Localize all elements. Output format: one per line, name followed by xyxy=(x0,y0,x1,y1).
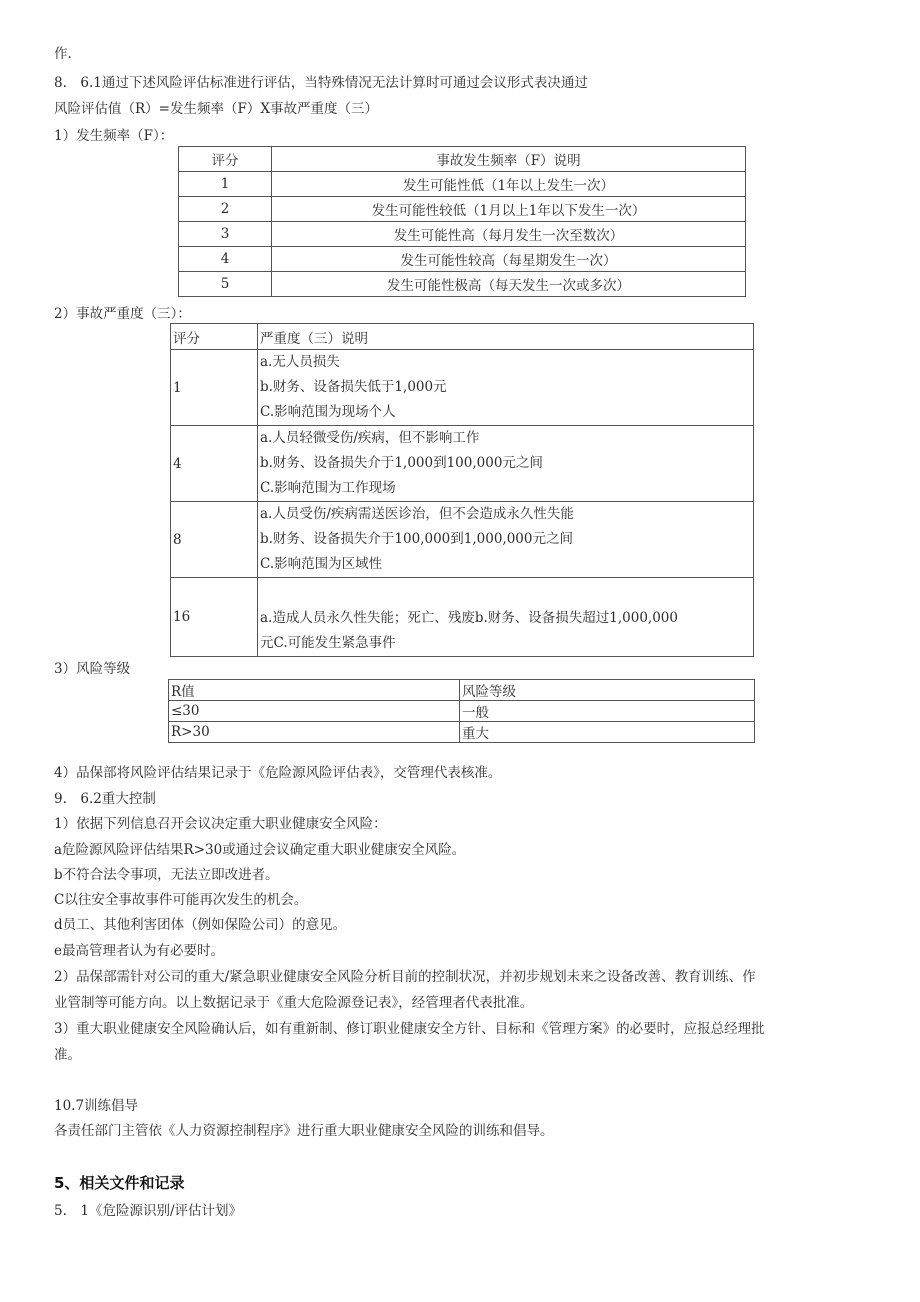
table-cell: 发生可能性极高（每天发生一次或多次） xyxy=(272,272,746,297)
list-item: 5. 1《危险源识别/评估计划》 xyxy=(54,1203,243,1219)
text-line: 各责任部门主管依《人力资源控制程序》进行重大职业健康安全风险的训练和倡导。 xyxy=(54,1123,554,1139)
table-cell: 4 xyxy=(171,426,258,502)
text-line: 4）品保部将风险评估结果记录于《危险源风险评估表》，交管理代表核准。 xyxy=(54,765,502,781)
cell-line: a.人员受伤/疾病需送医诊治，但不会造成永久性失能 xyxy=(260,506,574,522)
formula-line: 风险评估值（R）=发生频率（F）X事故严重度（三） xyxy=(54,101,378,117)
table-cell xyxy=(258,502,754,578)
table-cell: 一般 xyxy=(460,701,755,722)
cell-line: a.人员轻微受伤/疾病，但不影响工作 xyxy=(260,430,480,446)
table-cell: 1 xyxy=(179,172,272,197)
cell-line: a.无人员损失 xyxy=(260,354,340,370)
text-line: 准。 xyxy=(54,1047,81,1063)
table-header: 风险等级 xyxy=(460,680,755,701)
list-item: d员工、其他利害团体（例如保险公司）的意见。 xyxy=(54,917,347,933)
table-cell: R>30 xyxy=(169,722,460,743)
table-cell xyxy=(258,578,754,657)
section-title-records: 5、相关文件和记录 xyxy=(54,1174,185,1192)
text-line: 2）品保部需针对公司的重大/紧急职业健康安全风险分析目前的控制状况，并初步规划未来之设备改善、教育训练、作 xyxy=(54,969,756,985)
table-header: R值 xyxy=(169,680,460,701)
subheading-severity: 2）事故严重度（三）： xyxy=(54,306,191,322)
table-cell: 重大 xyxy=(460,722,755,743)
table-header: 事故发生频率（F）说明 xyxy=(272,147,746,172)
table-cell: 16 xyxy=(171,578,258,657)
table-header: 评分 xyxy=(171,324,258,350)
table-header: 评分 xyxy=(179,147,272,172)
list-item: a危险源风险评估结果R>30或通过会议确定重大职业健康安全风险。 xyxy=(54,842,466,858)
cell-line: a.造成人员永久性失能；死亡、残废b.财务、设备损失超过1,000,000 xyxy=(260,610,678,626)
cell-line: 元C.可能发生紧急事件 xyxy=(260,635,396,651)
text-line: 1）依据下列信息召开会议决定重大职业健康安全风险： xyxy=(54,816,387,832)
section-heading: 10.7训练倡导 xyxy=(54,1098,139,1114)
severity-table xyxy=(170,323,754,657)
list-item: e最高管理者认为有必要时。 xyxy=(54,943,224,959)
risk-level-table xyxy=(168,679,755,743)
text-line: 业管制等可能方向。以上数据记录于《重大危险源登记表》，经管理者代表批准。 xyxy=(54,995,534,1011)
frequency-table xyxy=(178,146,746,297)
cell-line: C.影响范围为现场个人 xyxy=(260,404,396,420)
table-cell: 发生可能性较高（每星期发生一次） xyxy=(272,247,746,272)
text-line: 3）重大职业健康安全风险确认后，如有重新制、修订职业健康安全方针、目标和《管理方案》的必要时，应报总经理批 xyxy=(54,1021,765,1037)
cell-line: b.财务、设备损失介于1,000到100,000元之间 xyxy=(260,455,543,471)
section-heading: 9. 6.2重大控制 xyxy=(54,791,156,807)
cell-line: C.影响范围为工作现场 xyxy=(260,480,396,496)
table-header: 严重度（三）说明 xyxy=(258,324,754,350)
text-line: 8. 6.1通过下述风险评估标准进行评估，当特殊情况无法计算时可通过会议形式表决通过 xyxy=(54,75,588,91)
table-cell: 3 xyxy=(179,222,272,247)
subheading-risk-level: 3）风险等级 xyxy=(54,661,131,677)
table-cell xyxy=(258,426,754,502)
text-line: 作. xyxy=(54,46,72,62)
table-cell: 1 xyxy=(171,350,258,426)
cell-line: C.影响范围为区域性 xyxy=(260,556,383,572)
cell-line: b.财务、设备损失介于100,000到1,000,000元之间 xyxy=(260,531,573,547)
table-cell xyxy=(258,350,754,426)
list-item: b不符合法令事项，无法立即改进者。 xyxy=(54,867,279,883)
table-cell: 5 xyxy=(179,272,272,297)
table-cell: 4 xyxy=(179,247,272,272)
table-cell: 8 xyxy=(171,502,258,578)
table-cell: 2 xyxy=(179,197,272,222)
table-cell: 发生可能性低（1年以上发生一次） xyxy=(272,172,746,197)
subheading-frequency: 1）发生频率（F）： xyxy=(54,128,174,144)
table-cell: 发生可能性较低（1月以上1年以下发生一次） xyxy=(272,197,746,222)
table-cell: ≤30 xyxy=(169,701,460,722)
cell-line: b.财务、设备损失低于1,000元 xyxy=(260,379,447,395)
list-item: C以往安全事故事件可能再次发生的机会。 xyxy=(54,892,308,908)
table-cell: 发生可能性高（每月发生一次至数次） xyxy=(272,222,746,247)
